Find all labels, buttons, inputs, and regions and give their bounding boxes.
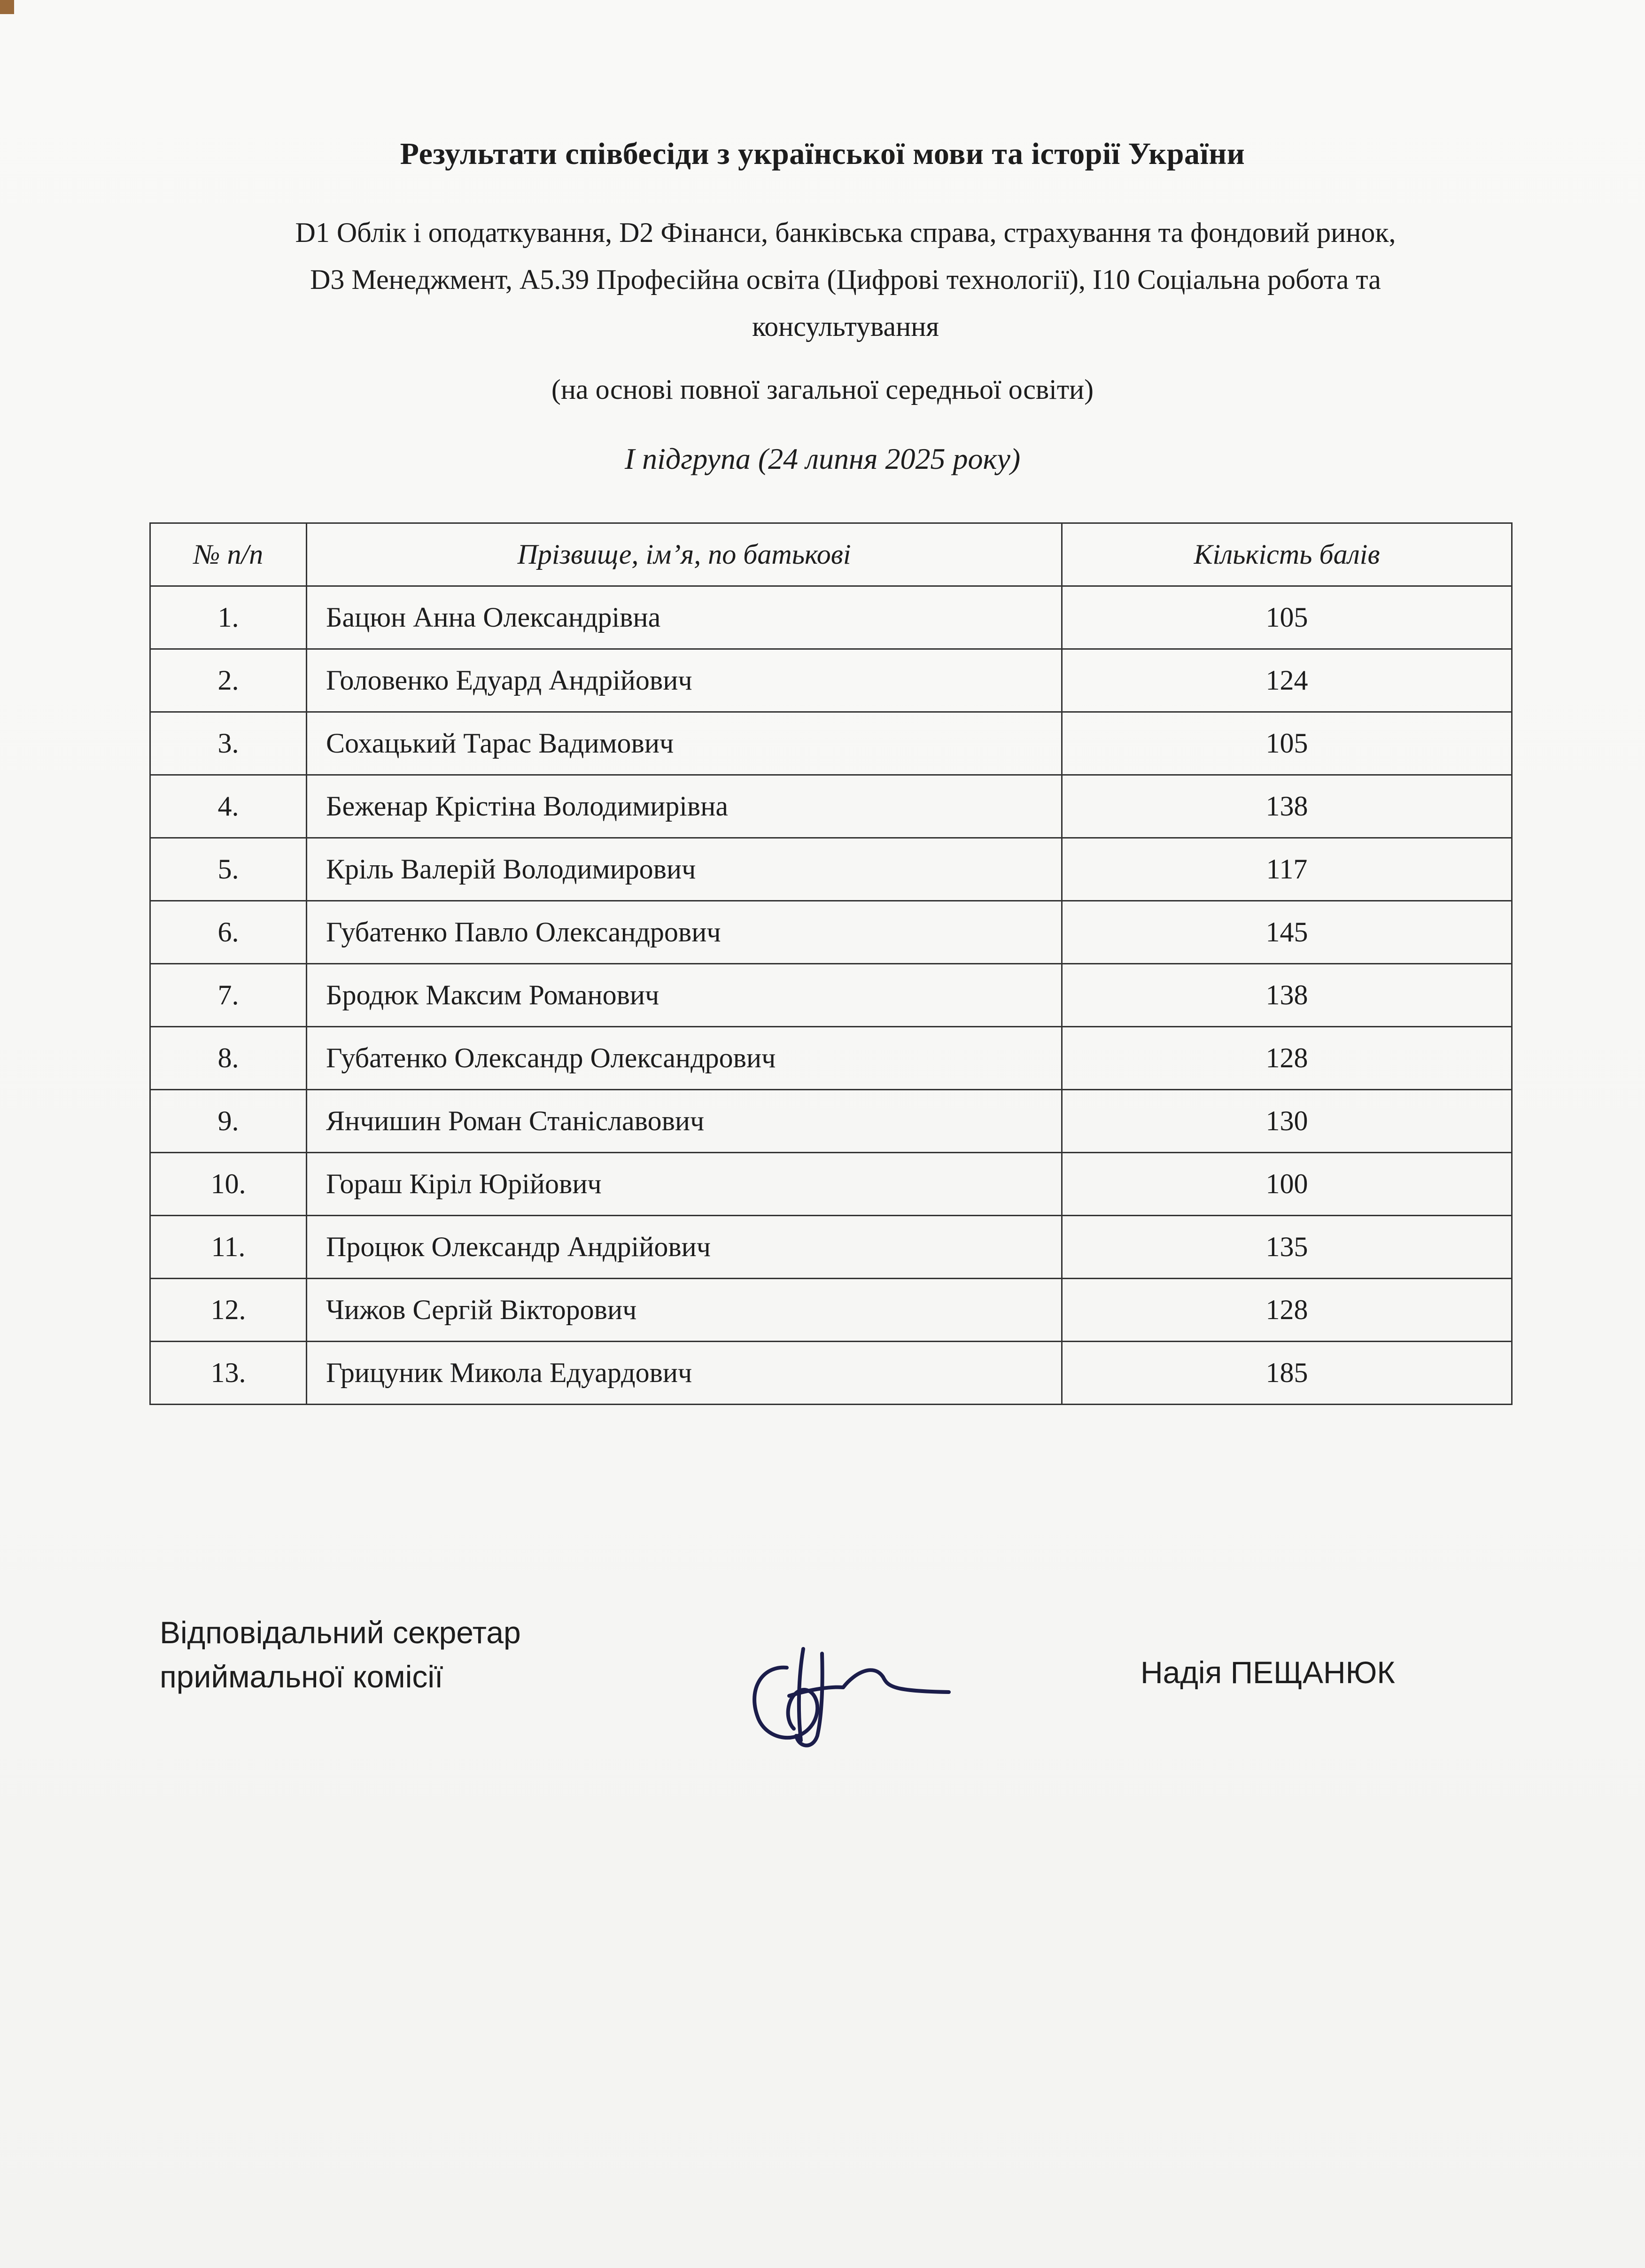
corner-mark <box>0 0 14 14</box>
row-name: Процюк Олександр Андрійович <box>307 1216 1062 1279</box>
table-row <box>150 1090 1512 1153</box>
row-name: Грицуник Микола Едуардович <box>307 1342 1062 1405</box>
table-row <box>150 1153 1512 1216</box>
row-number: 2. <box>150 649 307 712</box>
row-name: Янчишин Роман Станіславович <box>307 1090 1062 1153</box>
table-row <box>150 1279 1512 1342</box>
row-name: Кріль Валерій Володимирович <box>307 838 1062 901</box>
table-row <box>150 964 1512 1027</box>
subgroup-date: І підгрупа (24 липня 2025 року) <box>624 442 1021 475</box>
row-score: 138 <box>1062 775 1512 838</box>
table-row <box>150 586 1512 649</box>
row-number: 4. <box>150 775 307 838</box>
row-name: Губатенко Павло Олександрович <box>307 901 1062 964</box>
row-score: 138 <box>1062 964 1512 1027</box>
row-number: 9. <box>150 1090 307 1153</box>
row-name: Сохацький Тарас Вадимович <box>307 712 1062 775</box>
table-row <box>150 1216 1512 1279</box>
row-score: 135 <box>1062 1216 1512 1279</box>
table-body <box>150 586 1512 1405</box>
table-row <box>150 1342 1512 1405</box>
row-name: Бацюн Анна Олександрівна <box>307 586 1062 649</box>
row-number: 10. <box>150 1153 307 1216</box>
position-line: приймальної комісії <box>160 1659 443 1694</box>
row-name: Губатенко Олександр Олександрович <box>307 1027 1062 1090</box>
row-score: 185 <box>1062 1342 1512 1405</box>
table-row <box>150 712 1512 775</box>
row-score: 105 <box>1062 586 1512 649</box>
row-score: 124 <box>1062 649 1512 712</box>
table-row <box>150 901 1512 964</box>
row-number: 3. <box>150 712 307 775</box>
row-number: 11. <box>150 1216 307 1279</box>
row-number: 7. <box>150 964 307 1027</box>
row-score: 128 <box>1062 1027 1512 1090</box>
table-header-row <box>150 523 1512 586</box>
header-name: Прізвище, ім’я, по батькові <box>307 523 1062 586</box>
row-score: 128 <box>1062 1279 1512 1342</box>
row-number: 1. <box>150 586 307 649</box>
row-name: Бродюк Максим Романович <box>307 964 1062 1027</box>
results-table <box>149 522 1513 1405</box>
header-score: Кількість балів <box>1062 523 1512 586</box>
row-score: 100 <box>1062 1153 1512 1216</box>
table-row <box>150 775 1512 838</box>
program-line: консультування <box>752 311 939 342</box>
row-score: 117 <box>1062 838 1512 901</box>
row-number: 12. <box>150 1279 307 1342</box>
header-number: № п/п <box>150 523 307 586</box>
position-line: Відповідальний секретар <box>160 1615 521 1650</box>
table-row <box>150 1027 1512 1090</box>
row-score: 130 <box>1062 1090 1512 1153</box>
education-basis: (на основі повної загальної середньої освіти) <box>551 374 1094 405</box>
table-row <box>150 649 1512 712</box>
row-number: 5. <box>150 838 307 901</box>
program-line: D3 Менеджмент, А5.39 Професійна освіта (Цифрові технології), І10 Соціальна робота та <box>310 264 1381 295</box>
program-list <box>197 209 1494 350</box>
row-name: Чижов Сергій Вікторович <box>307 1279 1062 1342</box>
row-number: 13. <box>150 1342 307 1405</box>
signature-image <box>742 1639 958 1757</box>
row-score: 105 <box>1062 712 1512 775</box>
table-row <box>150 838 1512 901</box>
row-name: Гораш Кіріл Юрійович <box>307 1153 1062 1216</box>
row-score: 145 <box>1062 901 1512 964</box>
signatory-position <box>160 1610 521 1699</box>
program-line: D1 Облік і оподаткування, D2 Фінанси, банківська справа, страхування та фондовий ринок, <box>295 217 1396 248</box>
row-name: Головенко Едуард Андрійович <box>307 649 1062 712</box>
row-number: 8. <box>150 1027 307 1090</box>
signer-name: Надія ПЕЩАНЮК <box>1141 1655 1395 1690</box>
document-title: Результати співбесіди з української мови та історії України <box>400 137 1245 171</box>
row-number: 6. <box>150 901 307 964</box>
row-name: Беженар Крістіна Володимирівна <box>307 775 1062 838</box>
